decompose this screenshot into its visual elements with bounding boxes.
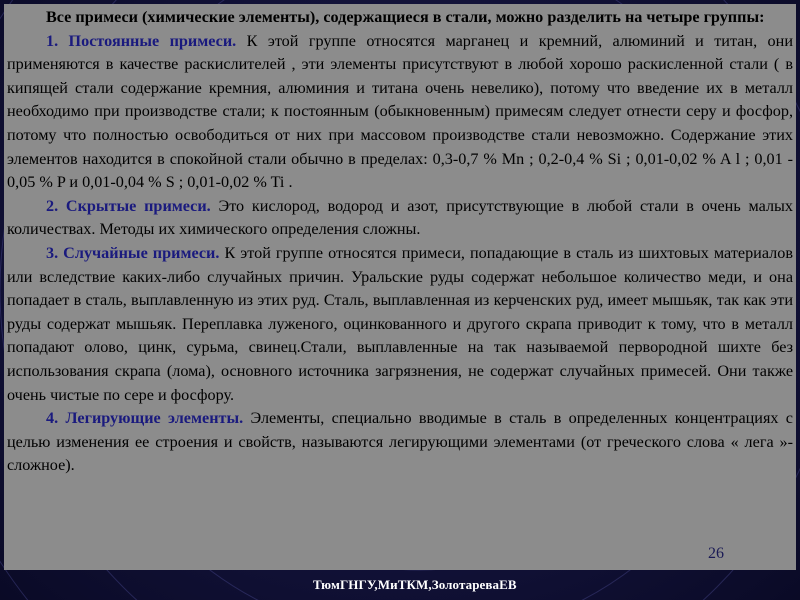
footer-credit: ТюмГНГУ,МиТКМ,ЗолотареваЕВ	[313, 577, 517, 592]
group-paragraph-4	[7, 407, 793, 478]
group-paragraph-1	[7, 30, 793, 195]
page-number: 26	[708, 545, 724, 562]
group-text-2: Это кислород, водород и азот, присутствующие в любой стали в очень малых количествах. Методы их химического определения сложны.	[7, 196, 793, 239]
group-heading-2: 2. Скрытые примеси.	[46, 196, 211, 215]
group-heading-3: 3. Случайные примеси.	[46, 243, 220, 262]
group-paragraph-2	[7, 195, 793, 242]
group-paragraph-3	[7, 242, 793, 407]
group-heading-4: 4. Легирующие элементы.	[46, 409, 244, 428]
group-text-3: К этой группе относятся примеси, попадающие в сталь из шихтовых материалов или вследствие каких-либо случайных причин. Уральские руды содержат небольшое количество меди, и она попадает в сталь, выплавленную из этих руд. Сталь, выплавленная из керченских руд, имеет мышьяк, так как эти руды содержат мышьяк. Переплавка луженого, оцинкованного и другого скрапа приводит к тому, что в металл попадают олово, цинк, сурьма, свинец.Стали, выплавленные на так называемой первородной шихте без использования скрапа (лома), основного источника загрязнения, не содержат случайных примесей. Они также очень чистые по сере и фосфору.	[7, 243, 793, 404]
group-text-4: Элементы, специально вводимые в сталь в определенных концентрациях с целью изменения ее строения и свойств, называются легирующими элементами (от греческого слова « лега »- сложное).	[7, 409, 793, 475]
intro-paragraph: Все примеси (химические элементы), содержащиеся в стали, можно разделить на четыре группы:	[46, 8, 765, 26]
slide-content	[7, 6, 793, 478]
group-text-1: К этой группе относятся марганец и кремний, алюминий и титан, они применяются в качестве раскислителей , эти элементы присутствуют в любой хорошо раскисленной стали ( в кипящей стали содержание кремния, алюминия и титана очень невелико), потому что введение их в металл необходимо при производстве стали; к постоянным (обыкновенным) примесям следует отнести серу и фосфор, потому что полностью освободиться от них при массовом производстве стали невозможно. Содержание этих элементов находится в спокойной стали обычно в пределах: 0,3-0,7 % Mn ; 0,2-0,4 % Si ; 0,01-0,02 % A l ; 0,01 - 0,05 % P и 0,01-0,04 % S ; 0,01-0,02 % Ti .	[7, 31, 793, 192]
group-heading-1: 1. Постоянные примеси.	[46, 31, 237, 50]
